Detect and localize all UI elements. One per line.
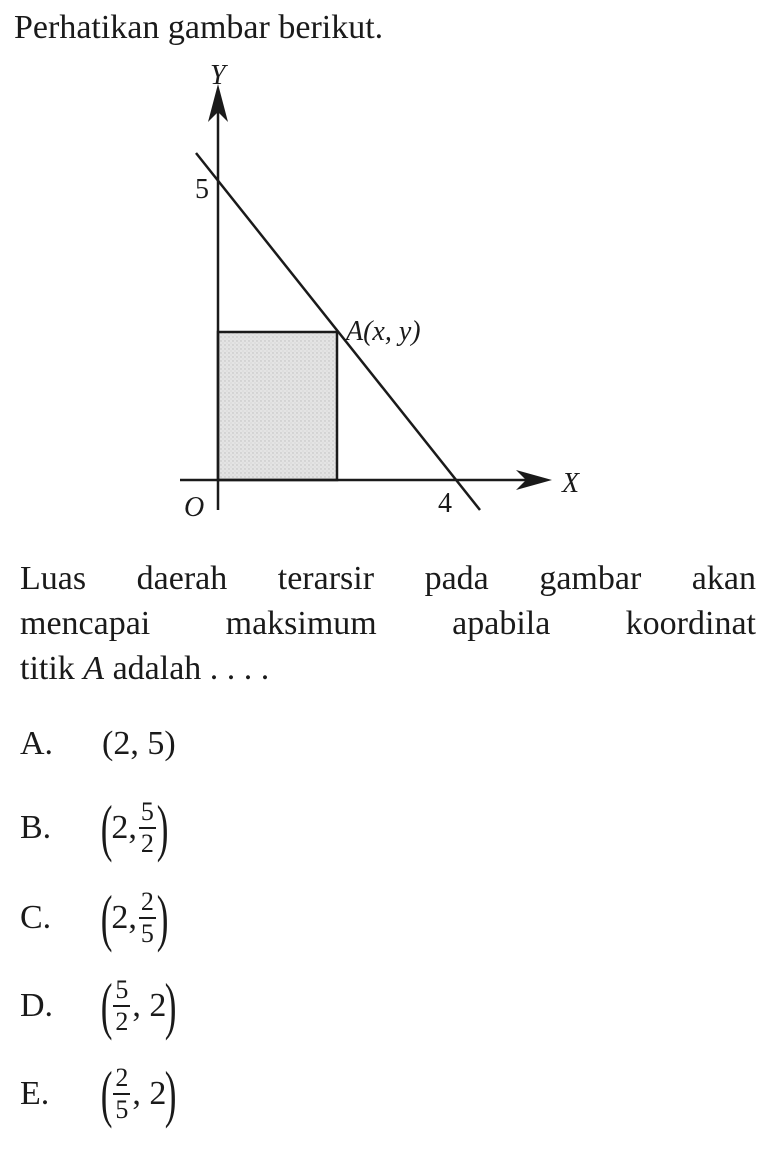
question-line-1: Luas daerah terarsir pada gambar akan (20, 560, 756, 597)
option-d-second: , 2 (132, 987, 167, 1024)
y-intercept-label: 5 (195, 174, 209, 205)
x-intercept-label: 4 (438, 488, 452, 519)
right-paren: ) (165, 970, 177, 1041)
option-d-letter: D. (20, 987, 54, 1024)
left-paren: ( (100, 792, 113, 863)
coordinate-figure (0, 0, 767, 540)
option-b-first: 2, (111, 809, 137, 846)
option-e[interactable] (20, 1054, 420, 1134)
option-a-value: (2, 5) (102, 725, 176, 762)
option-a-letter: A. (20, 725, 54, 762)
shaded-rectangle (218, 332, 337, 480)
y-axis-label: Y (210, 60, 226, 91)
question-text (20, 556, 756, 691)
option-b-fraction (139, 799, 156, 857)
option-a[interactable] (20, 704, 420, 784)
question-line-3-pre: titik (20, 650, 84, 687)
fraction-numerator: 5 (113, 977, 130, 1007)
option-b-letter: B. (20, 809, 52, 846)
fraction-denominator: 2 (115, 1007, 129, 1036)
option-c-letter: C. (20, 899, 52, 936)
fraction-numerator: 2 (113, 1065, 130, 1095)
left-paren: ( (100, 882, 113, 953)
option-d[interactable] (20, 966, 420, 1046)
left-paren: ( (100, 970, 113, 1041)
right-paren: ) (156, 792, 169, 863)
fraction-numerator: 5 (139, 799, 156, 829)
option-d-fraction (113, 977, 130, 1035)
question-line-2: mencapai maksimum apabila koordinat (20, 605, 756, 642)
question-line-3 (20, 646, 756, 691)
option-b[interactable] (20, 788, 420, 868)
option-e-letter: E. (20, 1075, 50, 1112)
fraction-denominator: 5 (115, 1095, 129, 1124)
option-e-fraction (113, 1065, 130, 1123)
origin-label: O (184, 492, 205, 523)
option-c-first: 2, (111, 899, 137, 936)
x-axis-label: X (562, 468, 580, 499)
option-e-second: , 2 (132, 1075, 167, 1112)
intro-text: Perhatikan gambar berikut. (14, 9, 384, 46)
point-a-label: A(x, y) (346, 316, 421, 347)
question-var-a: A (83, 650, 105, 687)
question-line-3-post: adalah . . . . (104, 650, 270, 687)
fraction-denominator: 2 (140, 829, 154, 858)
fraction-numerator: 2 (139, 889, 156, 919)
right-paren: ) (156, 882, 169, 953)
right-paren: ) (165, 1058, 177, 1129)
left-paren: ( (100, 1058, 113, 1129)
option-c[interactable] (20, 878, 420, 958)
fraction-denominator: 5 (140, 919, 154, 948)
option-c-fraction (139, 889, 156, 947)
